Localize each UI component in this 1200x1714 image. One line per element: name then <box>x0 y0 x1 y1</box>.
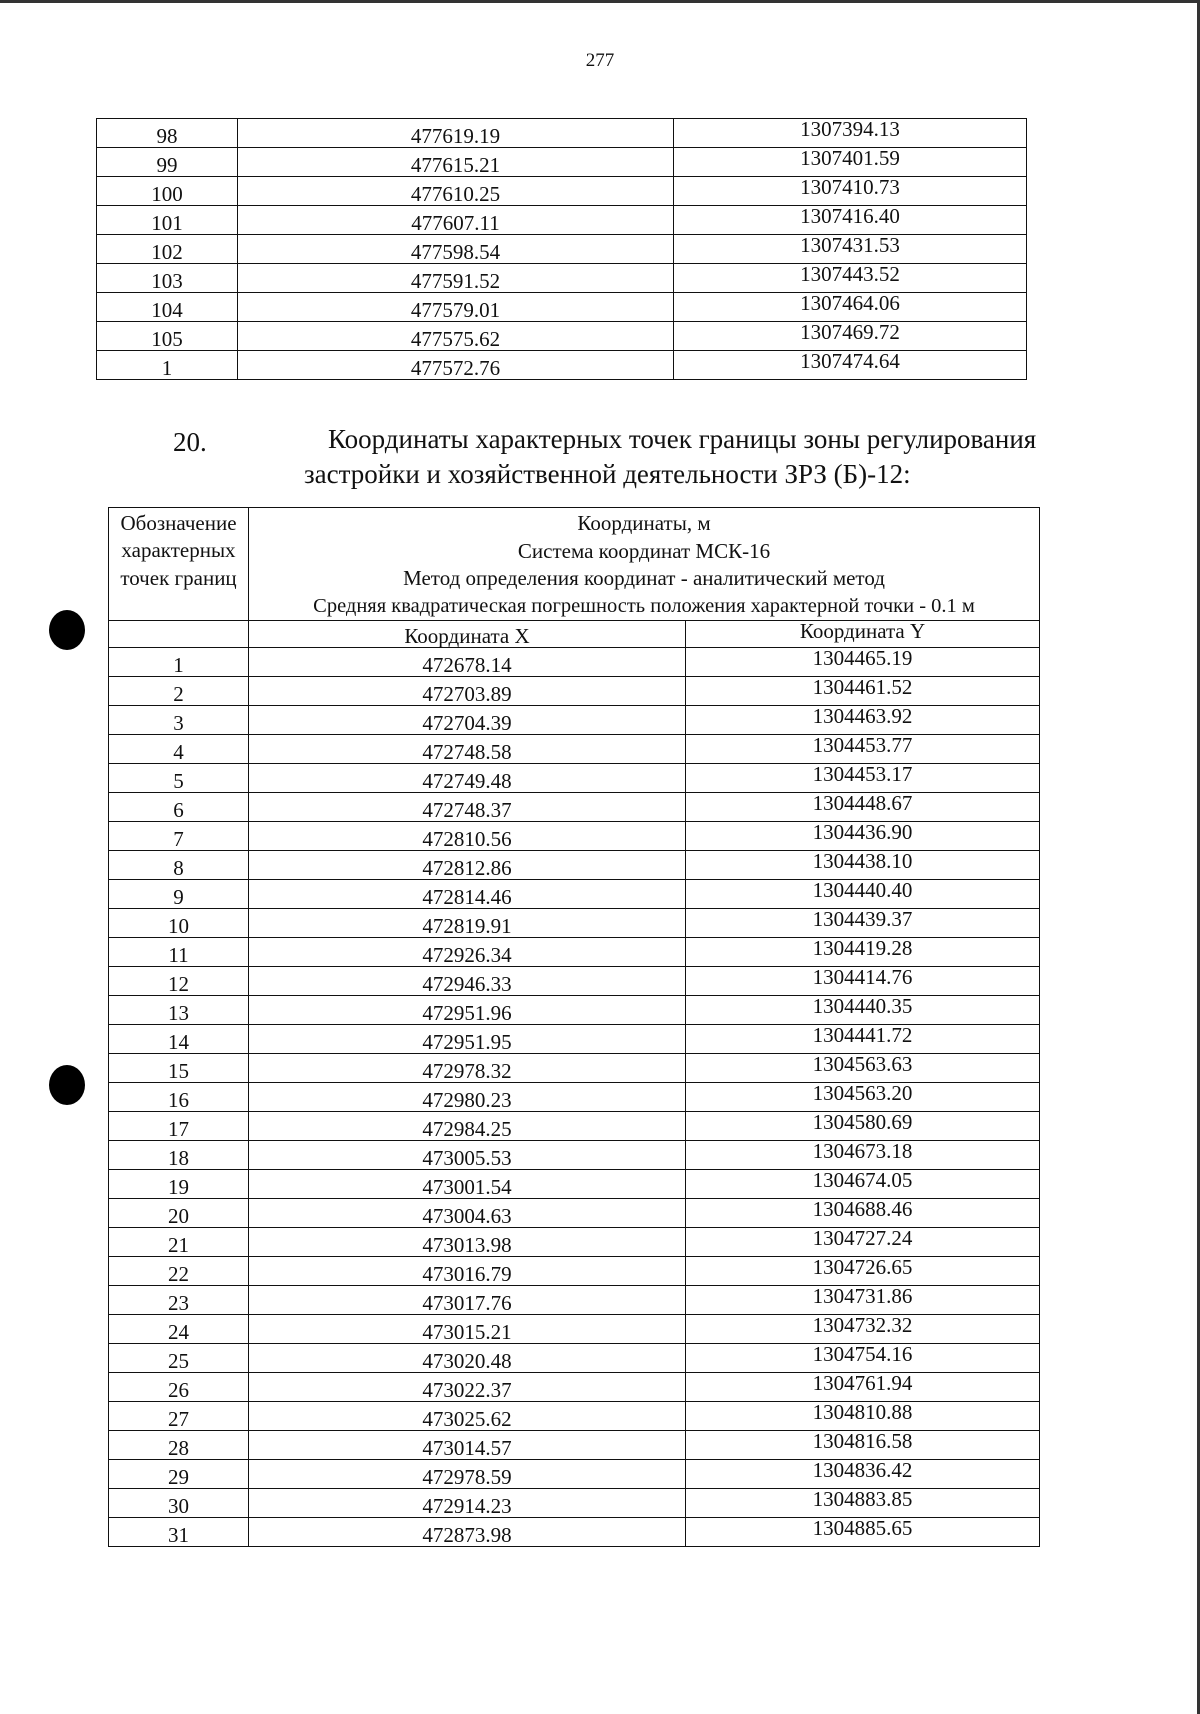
table-row <box>97 264 1027 293</box>
table-row <box>109 706 1040 735</box>
punch-hole-upper <box>49 610 85 650</box>
header-precision: Средняя квадратическая погрешность положения характерной точки - 0.1 м <box>313 595 975 618</box>
coordinate-y-cell: 1304688.46 <box>686 1199 1040 1228</box>
table-row <box>109 967 1040 996</box>
table-row <box>97 235 1027 264</box>
point-number-cell: 10 <box>109 909 249 938</box>
section-title-line-1: Координаты характерных точек границы зоны регулирования <box>328 424 1037 454</box>
coordinate-x-cell: 477575.62 <box>238 322 674 351</box>
point-number-cell: 3 <box>109 706 249 735</box>
coordinate-y-cell: 1304580.69 <box>686 1112 1040 1141</box>
point-number-cell: 26 <box>109 1373 249 1402</box>
column-header-x: Координата X <box>249 621 686 648</box>
section-title-line-2: застройки и хозяйственной деятельности ЗРЗ (Б)-12: <box>304 459 911 490</box>
table-row <box>109 1228 1040 1257</box>
point-number-cell: 25 <box>109 1344 249 1373</box>
coordinate-y-cell: 1304673.18 <box>686 1141 1040 1170</box>
coordinate-y-cell: 1304726.65 <box>686 1257 1040 1286</box>
coordinate-y-cell: 1304563.63 <box>686 1054 1040 1083</box>
table-row <box>109 793 1040 822</box>
coordinate-x-cell: 472951.95 <box>249 1025 686 1054</box>
table-row <box>109 735 1040 764</box>
table-row <box>109 1286 1040 1315</box>
coordinate-x-cell: 472984.25 <box>249 1112 686 1141</box>
coordinate-x-cell: 477591.52 <box>238 264 674 293</box>
coordinate-x-cell: 472812.86 <box>249 851 686 880</box>
point-number-cell: 104 <box>97 293 238 322</box>
point-number-cell: 19 <box>109 1170 249 1199</box>
table-subheader-row <box>109 621 1040 648</box>
coordinate-y-cell: 1304674.05 <box>686 1170 1040 1199</box>
point-number-cell: 21 <box>109 1228 249 1257</box>
table-row <box>109 1315 1040 1344</box>
coordinate-x-cell: 472748.37 <box>249 793 686 822</box>
point-number-cell: 1 <box>97 351 238 380</box>
table-row <box>109 909 1040 938</box>
coordinate-x-cell: 473025.62 <box>249 1402 686 1431</box>
point-number-cell: 22 <box>109 1257 249 1286</box>
point-number-cell: 4 <box>109 735 249 764</box>
table-row <box>109 1344 1040 1373</box>
header-method: Метод определения координат - аналитический метод <box>403 566 885 591</box>
coordinate-x-cell: 472748.58 <box>249 735 686 764</box>
point-number-cell: 99 <box>97 148 238 177</box>
coordinate-x-cell: 477610.25 <box>238 177 674 206</box>
coordinate-x-cell: 473016.79 <box>249 1257 686 1286</box>
point-number-cell: 15 <box>109 1054 249 1083</box>
coordinate-y-cell: 1304439.37 <box>686 909 1040 938</box>
coordinate-x-cell: 472978.32 <box>249 1054 686 1083</box>
point-number-cell: 30 <box>109 1489 249 1518</box>
coordinate-x-cell: 472810.56 <box>249 822 686 851</box>
coordinate-y-cell: 1304419.28 <box>686 938 1040 967</box>
coordinate-x-cell: 472873.98 <box>249 1518 686 1547</box>
coordinate-x-cell: 477579.01 <box>238 293 674 322</box>
point-number-cell: 28 <box>109 1431 249 1460</box>
coordinate-y-cell: 1307474.64 <box>674 351 1027 380</box>
coordinate-y-cell: 1304453.17 <box>686 764 1040 793</box>
coordinate-x-cell: 472926.34 <box>249 938 686 967</box>
coordinate-x-cell: 473015.21 <box>249 1315 686 1344</box>
table-row <box>97 177 1027 206</box>
coordinate-y-cell: 1304438.10 <box>686 851 1040 880</box>
point-number-cell: 16 <box>109 1083 249 1112</box>
header-coordinates <box>249 508 1040 621</box>
coordinate-y-cell: 1304883.85 <box>686 1489 1040 1518</box>
table-row <box>109 1083 1040 1112</box>
table-row <box>109 938 1040 967</box>
table-row <box>109 1489 1040 1518</box>
coordinate-x-cell: 472678.14 <box>249 648 686 677</box>
coordinate-x-cell: 472951.96 <box>249 996 686 1025</box>
table-row <box>109 1025 1040 1054</box>
table-row <box>109 1257 1040 1286</box>
table-row <box>109 1373 1040 1402</box>
table-row <box>109 764 1040 793</box>
point-number-cell: 100 <box>97 177 238 206</box>
point-number-cell: 98 <box>97 119 238 148</box>
coordinate-x-cell: 472814.46 <box>249 880 686 909</box>
point-number-cell: 6 <box>109 793 249 822</box>
table-row <box>109 822 1040 851</box>
coordinate-y-cell: 1307443.52 <box>674 264 1027 293</box>
punch-hole-lower <box>49 1065 85 1105</box>
table-row <box>109 996 1040 1025</box>
table-header-row <box>109 508 1040 621</box>
section-number: 20. <box>173 427 207 457</box>
coordinate-y-cell: 1304414.76 <box>686 967 1040 996</box>
coordinate-x-cell: 473020.48 <box>249 1344 686 1373</box>
header-designation: Обозначение характерных точек границ <box>109 508 249 621</box>
coordinate-x-cell: 472819.91 <box>249 909 686 938</box>
coordinate-y-cell: 1307431.53 <box>674 235 1027 264</box>
page-edge-top <box>0 0 1200 3</box>
coordinate-x-cell: 472946.33 <box>249 967 686 996</box>
coordinate-y-cell: 1304836.42 <box>686 1460 1040 1489</box>
point-number-cell: 1 <box>109 648 249 677</box>
coordinate-y-cell: 1304441.72 <box>686 1025 1040 1054</box>
coordinate-y-cell: 1304461.52 <box>686 677 1040 706</box>
point-number-cell: 27 <box>109 1402 249 1431</box>
coordinate-y-cell: 1304732.32 <box>686 1315 1040 1344</box>
coordinate-y-cell: 1304448.67 <box>686 793 1040 822</box>
table-row <box>109 1054 1040 1083</box>
coordinate-x-cell: 473017.76 <box>249 1286 686 1315</box>
point-number-cell: 17 <box>109 1112 249 1141</box>
coordinate-y-cell: 1304754.16 <box>686 1344 1040 1373</box>
coordinate-y-cell: 1304816.58 <box>686 1431 1040 1460</box>
top-table-body <box>97 119 1027 380</box>
coordinate-y-cell: 1307416.40 <box>674 206 1027 235</box>
subheader-empty-cell <box>109 621 249 648</box>
table-row <box>97 293 1027 322</box>
coordinate-y-cell: 1304563.20 <box>686 1083 1040 1112</box>
point-number-cell: 103 <box>97 264 238 293</box>
table-row <box>97 322 1027 351</box>
coordinate-x-cell: 473001.54 <box>249 1170 686 1199</box>
coordinate-y-cell: 1307469.72 <box>674 322 1027 351</box>
table-row <box>97 206 1027 235</box>
coordinate-x-cell: 472704.39 <box>249 706 686 735</box>
point-number-cell: 2 <box>109 677 249 706</box>
page-number: 277 <box>585 50 615 71</box>
table-row <box>109 1402 1040 1431</box>
coordinate-y-cell: 1307464.06 <box>674 293 1027 322</box>
coordinate-x-cell: 477607.11 <box>238 206 674 235</box>
header-coordinates-unit: Координаты, м <box>577 511 711 535</box>
table-row <box>97 148 1027 177</box>
coordinate-y-cell: 1304731.86 <box>686 1286 1040 1315</box>
point-number-cell: 29 <box>109 1460 249 1489</box>
coordinate-x-cell: 472914.23 <box>249 1489 686 1518</box>
point-number-cell: 11 <box>109 938 249 967</box>
point-number-cell: 7 <box>109 822 249 851</box>
point-number-cell: 24 <box>109 1315 249 1344</box>
coordinate-y-cell: 1307410.73 <box>674 177 1027 206</box>
point-number-cell: 5 <box>109 764 249 793</box>
coordinate-x-cell: 473005.53 <box>249 1141 686 1170</box>
table-row <box>109 1170 1040 1199</box>
coordinate-y-cell: 1307394.13 <box>674 119 1027 148</box>
point-number-cell: 23 <box>109 1286 249 1315</box>
boundary-points-body <box>109 648 1040 1547</box>
point-number-cell: 8 <box>109 851 249 880</box>
coordinate-x-cell: 473022.37 <box>249 1373 686 1402</box>
coordinate-x-cell: 472749.48 <box>249 764 686 793</box>
coordinate-x-cell: 472980.23 <box>249 1083 686 1112</box>
table-row <box>109 1460 1040 1489</box>
table-row <box>97 351 1027 380</box>
coordinate-x-cell: 472703.89 <box>249 677 686 706</box>
header-coordinate-system: Система координат МСК-16 <box>517 538 771 563</box>
coordinate-y-cell: 1304440.35 <box>686 996 1040 1025</box>
point-number-cell: 9 <box>109 880 249 909</box>
coordinate-y-cell: 1304440.40 <box>686 880 1040 909</box>
coordinate-y-cell: 1304465.19 <box>686 648 1040 677</box>
top-coordinates-table <box>96 118 1027 380</box>
coordinate-x-cell: 472978.59 <box>249 1460 686 1489</box>
coordinate-x-cell: 477619.19 <box>238 119 674 148</box>
coordinate-x-cell: 473004.63 <box>249 1199 686 1228</box>
coordinate-y-cell: 1304463.92 <box>686 706 1040 735</box>
point-number-cell: 20 <box>109 1199 249 1228</box>
coordinate-x-cell: 477615.21 <box>238 148 674 177</box>
coordinate-y-cell: 1304436.90 <box>686 822 1040 851</box>
table-row <box>109 677 1040 706</box>
table-row <box>109 880 1040 909</box>
table-row <box>109 851 1040 880</box>
point-number-cell: 101 <box>97 206 238 235</box>
section-title <box>304 422 1084 492</box>
coordinate-x-cell: 477598.54 <box>238 235 674 264</box>
point-number-cell: 105 <box>97 322 238 351</box>
table-row <box>109 1431 1040 1460</box>
coordinate-y-cell: 1304761.94 <box>686 1373 1040 1402</box>
point-number-cell: 12 <box>109 967 249 996</box>
coordinate-y-cell: 1304810.88 <box>686 1402 1040 1431</box>
coordinate-x-cell: 473014.57 <box>249 1431 686 1460</box>
table-row <box>109 1141 1040 1170</box>
coordinate-y-cell: 1304727.24 <box>686 1228 1040 1257</box>
point-number-cell: 102 <box>97 235 238 264</box>
table-row <box>109 1518 1040 1547</box>
coordinate-y-cell: 1307401.59 <box>674 148 1027 177</box>
table-row <box>109 648 1040 677</box>
point-number-cell: 18 <box>109 1141 249 1170</box>
table-row <box>97 119 1027 148</box>
point-number-cell: 31 <box>109 1518 249 1547</box>
point-number-cell: 14 <box>109 1025 249 1054</box>
coordinate-x-cell: 477572.76 <box>238 351 674 380</box>
column-header-y: Координата Y <box>686 621 1040 648</box>
table-row <box>109 1112 1040 1141</box>
coordinate-y-cell: 1304885.65 <box>686 1518 1040 1547</box>
boundary-points-table <box>108 507 1040 1547</box>
table-row <box>109 1199 1040 1228</box>
point-number-cell: 13 <box>109 996 249 1025</box>
coordinate-y-cell: 1304453.77 <box>686 735 1040 764</box>
coordinate-x-cell: 473013.98 <box>249 1228 686 1257</box>
